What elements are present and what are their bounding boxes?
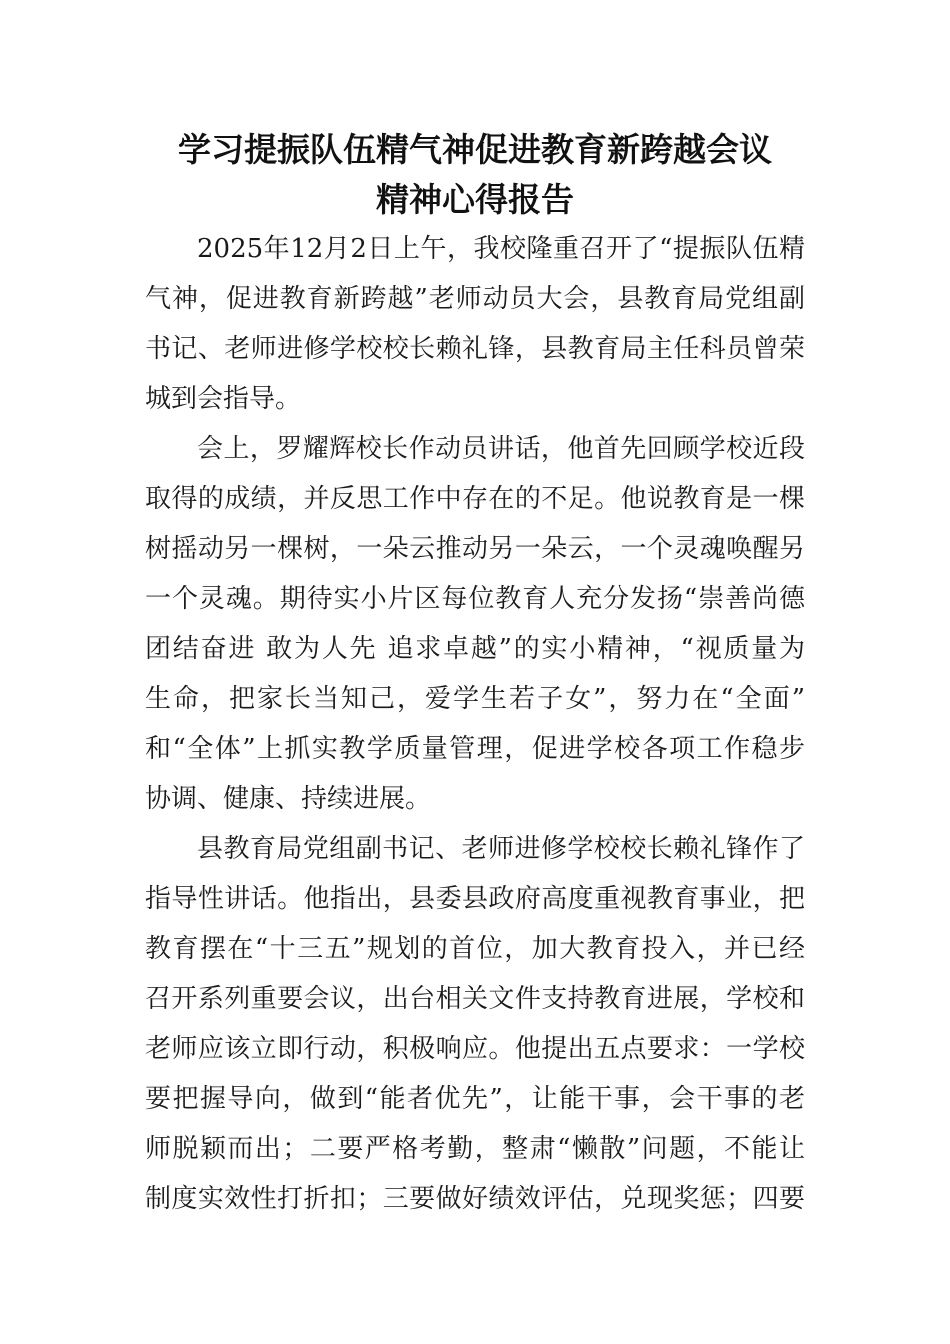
paragraph-2-line-1: 会上，罗耀辉校长作动员讲话，他首先回顾学校近段 [197, 434, 805, 464]
paragraph-2-line-4: 一个灵魂。期待实小片区每位教育人充分发扬“崇善尚德 [145, 584, 805, 614]
paragraph-2-line-6: 生命，把家长当知己，爱学生若子女”，努力在“全面” [145, 684, 805, 714]
paragraph-1-line-1: 2025年12月2日上午，我校隆重召开了“提振队伍精 [197, 234, 805, 264]
paragraph-1-line-3: 书记、老师进修学校校长赖礼锋，县教育局主任科员曾荣 [145, 334, 805, 364]
paragraph-2-line-2: 取得的成绩，并反思工作中存在的不足。他说教育是一棵 [145, 484, 805, 514]
document-title-line-2: 精神心得报告 [376, 180, 574, 219]
paragraph-2-line-8: 协调、健康、持续进展。 [145, 784, 432, 814]
paragraph-3-line-3: 教育摆在“十三五”规划的首位，加大教育投入，并已经 [145, 934, 805, 964]
paragraph-3-line-1: 县教育局党组副书记、老师进修学校校长赖礼锋作了 [197, 834, 805, 864]
paragraph-3-line-5: 老师应该立即行动，积极响应。他提出五点要求：一学校 [145, 1034, 805, 1064]
paragraph-3-line-7: 师脱颖而出；二要严格考勤，整肃“懒散”问题，不能让 [145, 1134, 805, 1164]
document-title-line-1: 学习提振队伍精气神促进教育新跨越会议 [178, 130, 772, 169]
paragraph-3-line-4: 召开系列重要会议，出台相关文件支持教育进展，学校和 [145, 984, 805, 1014]
paragraph-2-line-7: 和“全体”上抓实教学质量管理，促进学校各项工作稳步 [145, 734, 805, 764]
paragraph-3-line-8: 制度实效性打折扣；三要做好绩效评估，兑现奖惩；四要 [145, 1184, 805, 1214]
paragraph-2-line-5: 团结奋进 敢为人先 追求卓越”的实小精神，“视质量为 [145, 634, 805, 664]
paragraph-1-line-2: 气神，促进教育新跨越”老师动员大会，县教育局党组副 [145, 284, 805, 314]
paragraph-1-line-4: 城到会指导。 [145, 384, 302, 414]
paragraph-2-line-3: 树摇动另一棵树，一朵云推动另一朵云，一个灵魂唤醒另 [145, 534, 805, 564]
paragraph-3-line-6: 要把握导向，做到“能者优先”，让能干事，会干事的老 [145, 1084, 805, 1114]
paragraph-3-line-2: 指导性讲话。他指出，县委县政府高度重视教育事业，把 [145, 884, 805, 914]
